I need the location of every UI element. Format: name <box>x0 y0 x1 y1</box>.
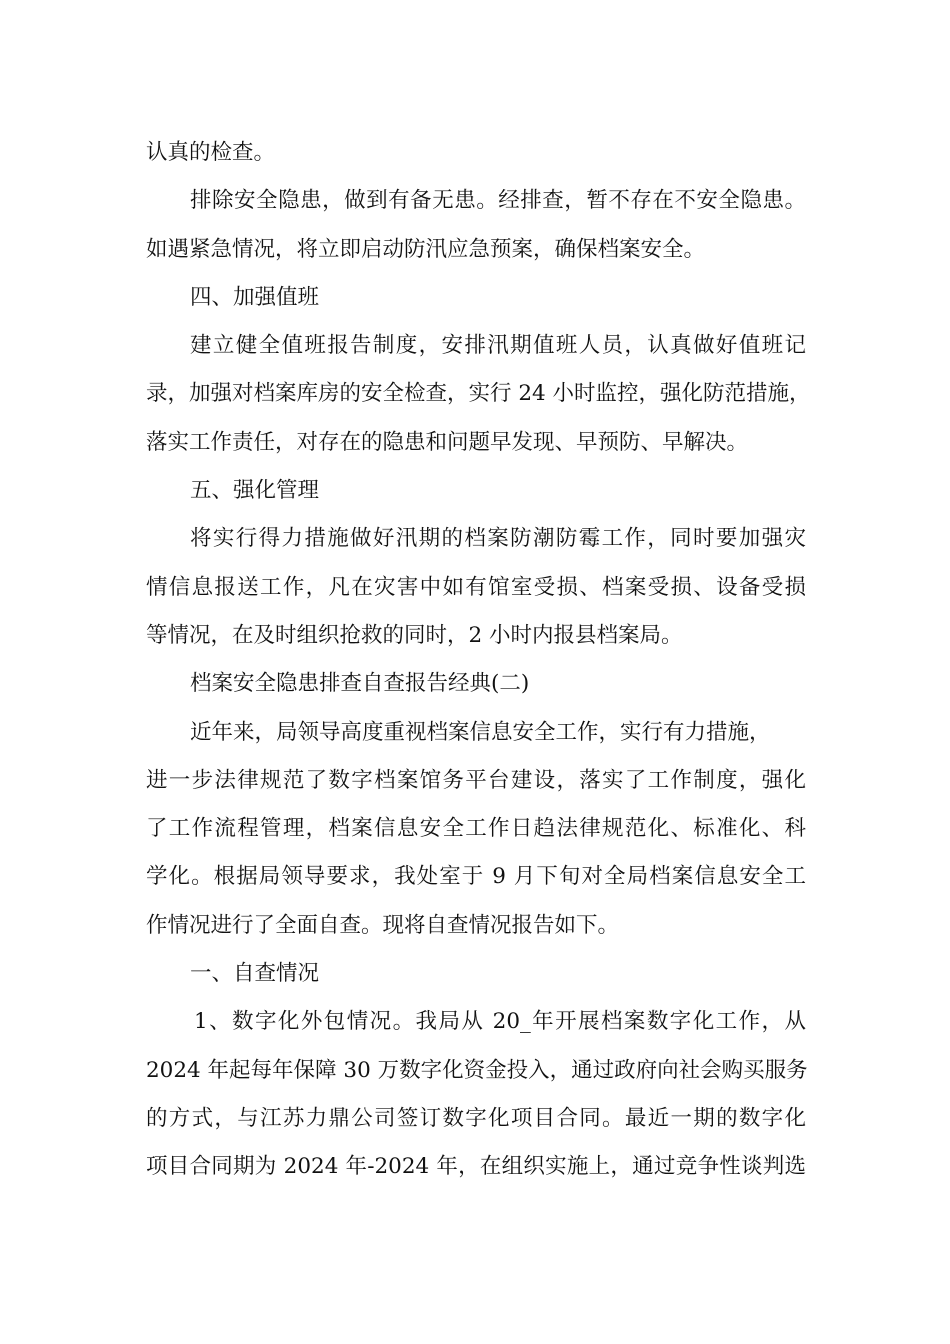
text-line-7: 落实工作责任，对存在的隐患和问题早发现、早预防、早解决。 <box>146 429 749 455</box>
text-line-1: 认真的检查。 <box>146 140 276 165</box>
text-line-6: 录，加强对档案库房的安全检查，实行 24 小时监控，强化防范措施， <box>146 381 811 407</box>
section-heading-self-check: 一、自查情况 <box>190 961 320 987</box>
document-body <box>146 129 811 1192</box>
text-line-19: 1、数字化外包情况。我局从 20_年开展档案数字化工作，从 <box>194 1009 806 1035</box>
text-line-22: 项目合同期为 2024 年-2024 年，在组织实施上，通过竞争性谈判选 <box>146 1154 806 1180</box>
text-line-17: 作情况进行了全面自查。现将自查情况报告如下。 <box>146 912 620 938</box>
text-line-11: 等情况，在及时组织抢救的同时，2 小时内报县档案局。 <box>146 622 683 648</box>
text-line-5: 建立健全值班报告制度，安排汛期值班人员，认真做好值班记 <box>190 333 806 359</box>
text-line-21: 的方式，与江苏力鼎公司签订数字化项目合同。最近一期的数字化 <box>146 1105 806 1131</box>
text-line-16: 学化。根据局领导要求，我处室于 9 月下旬对全局档案信息安全工 <box>146 864 806 890</box>
text-line-14: 进一步法律规范了数字档案馆务平台建设，落实了工作制度，强化 <box>146 767 806 793</box>
text-line-2: 排除安全隐患，做到有备无患。经排查，暂不存在不安全隐患。 <box>190 188 806 214</box>
text-line-10: 情信息报送工作，凡在灾害中如有馆室受损、档案受损、设备受损 <box>146 574 806 600</box>
text-line-13: 近年来，局领导高度重视档案信息安全工作，实行有力措施， <box>190 719 771 745</box>
text-line-20: 2024 年起每年保障 30 万数字化资金投入，通过政府向社会购买服务 <box>146 1057 808 1083</box>
section-heading-4: 四、加强值班 <box>190 284 320 310</box>
text-line-3: 如遇紧急情况，将立即启动防汛应急预案，确保档案安全。 <box>146 236 706 262</box>
text-line-9: 将实行得力措施做好汛期的档案防潮防霉工作，同时要加强灾 <box>190 526 806 552</box>
text-line-15: 了工作流程管理，档案信息安全工作日趋法律规范化、标准化、科 <box>146 816 806 842</box>
report-title-2: 档案安全隐患排查自查报告经典(二) <box>190 671 530 697</box>
section-heading-5: 五、强化管理 <box>190 478 320 504</box>
